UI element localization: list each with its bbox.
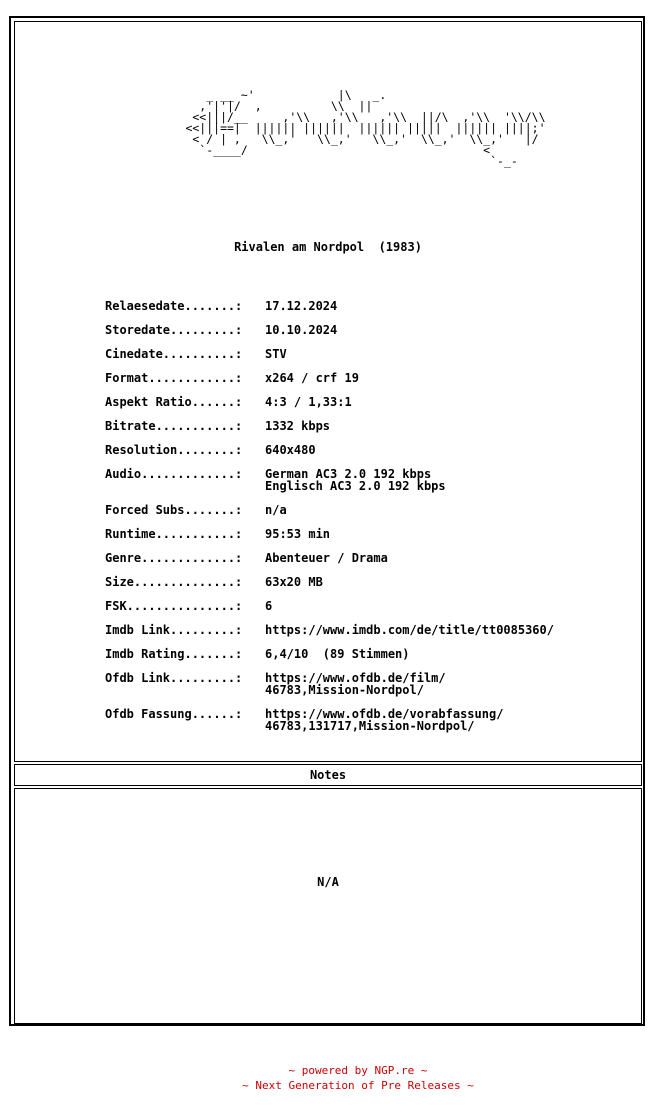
info-key: Audio.............: [105,467,243,481]
info-row [105,576,554,588]
info-value: 640x480 [265,443,316,457]
info-values [265,468,446,492]
info-key: FSK...............: [105,599,243,613]
goodboy-ascii-logo: _ __ ~' |\ _. ,'|'|/ , \\ || <<|||/__ ,'\\ ,'\\ ,'\\ ||/\ ,'\\ '\\/\\ <<|||==| |||||| |||||| |||||| ||||| |||||| ||||;' < / | , \\_,' \\_,' \\_,' \\_,' \\_,' |/ `-____/ < `-_- [185,88,546,168]
info-values [265,348,287,360]
info-value: 95:53 min [265,527,331,541]
info-value: Englisch AC3 2.0 192 kbps [265,479,446,493]
info-row [105,324,554,336]
info-value: Abenteuer / Drama [265,551,388,565]
info-value: 10.10.2024 [265,323,338,337]
info-values [265,648,410,660]
info-key: Imdb Link.........: [105,623,243,637]
info-values [265,672,446,696]
info-value: 46783,Mission-Nordpol/ [265,683,424,697]
info-key: Format............: [105,371,243,385]
info-key: Relaesedate.......: [105,299,243,313]
info-values [265,708,503,732]
info-value: German AC3 2.0 192 kbps [265,467,432,481]
info-row [105,600,554,612]
info-row [105,528,554,540]
nfo-frame [9,16,645,1026]
info-value: 63x20 MB [265,575,323,589]
info-value: x264 / crf 19 [265,371,359,385]
footer-tagline: ~ Next Generation of Pre Releases ~ [242,1079,474,1092]
info-key: Forced Subs.......: [105,503,243,517]
notes-text: N/A [317,875,339,889]
info-value: 46783,131717,Mission-Nordpol/ [265,719,475,733]
info-values [265,504,287,516]
info-values [265,324,337,336]
info-value: 6,4/10 (89 Stimmen) [265,647,410,661]
info-values [265,444,316,456]
info-row [105,624,554,636]
info-row [105,372,554,384]
info-row [105,708,554,732]
info-key: Resolution........: [105,443,243,457]
info-key: Bitrate...........: [105,419,243,433]
info-values [265,300,337,312]
release-details-list [105,300,554,744]
info-key: Storedate.........: [105,323,243,337]
info-values [265,552,388,564]
info-value: https://www.ofdb.de/vorabfassung/ [265,707,504,721]
info-row [105,348,554,360]
footer-powered-by: ~ powered by NGP.re ~ [288,1064,428,1077]
info-value: 4:3 / 1,33:1 [265,395,352,409]
info-value: n/a [265,503,287,517]
info-row [105,468,554,492]
info-values [265,600,272,612]
info-key: Runtime...........: [105,527,243,541]
info-key: Aspekt Ratio......: [105,395,243,409]
notes-panel [14,788,642,1024]
info-row [105,552,554,564]
info-key: Size..............: [105,575,243,589]
info-row [105,648,554,660]
info-value: 17.12.2024 [265,299,338,313]
info-values [265,372,359,384]
info-values [265,576,323,588]
info-value: https://www.imdb.com/de/title/tt0085360/ [265,623,554,637]
info-value: 6 [265,599,273,613]
info-key: Imdb Rating.......: [105,647,243,661]
info-key: Genre.............: [105,551,243,565]
release-title: Rivalen am Nordpol (1983) [234,240,422,254]
info-row [105,672,554,696]
info-row [105,396,554,408]
info-values [265,396,352,408]
info-value: 1332 kbps [265,419,331,433]
info-row [105,504,554,516]
info-row [105,300,554,312]
release-info-panel [14,21,642,762]
info-key: Ofdb Fassung......: [105,707,243,721]
info-row [105,420,554,432]
info-values [265,528,330,540]
info-value: https://www.ofdb.de/film/ [265,671,446,685]
info-value: STV [265,347,287,361]
info-values [265,420,330,432]
info-values [265,624,554,636]
info-row [105,444,554,456]
notes-header: Notes [14,764,642,786]
info-key: Ofdb Link.........: [105,671,243,685]
info-key: Cinedate..........: [105,347,243,361]
